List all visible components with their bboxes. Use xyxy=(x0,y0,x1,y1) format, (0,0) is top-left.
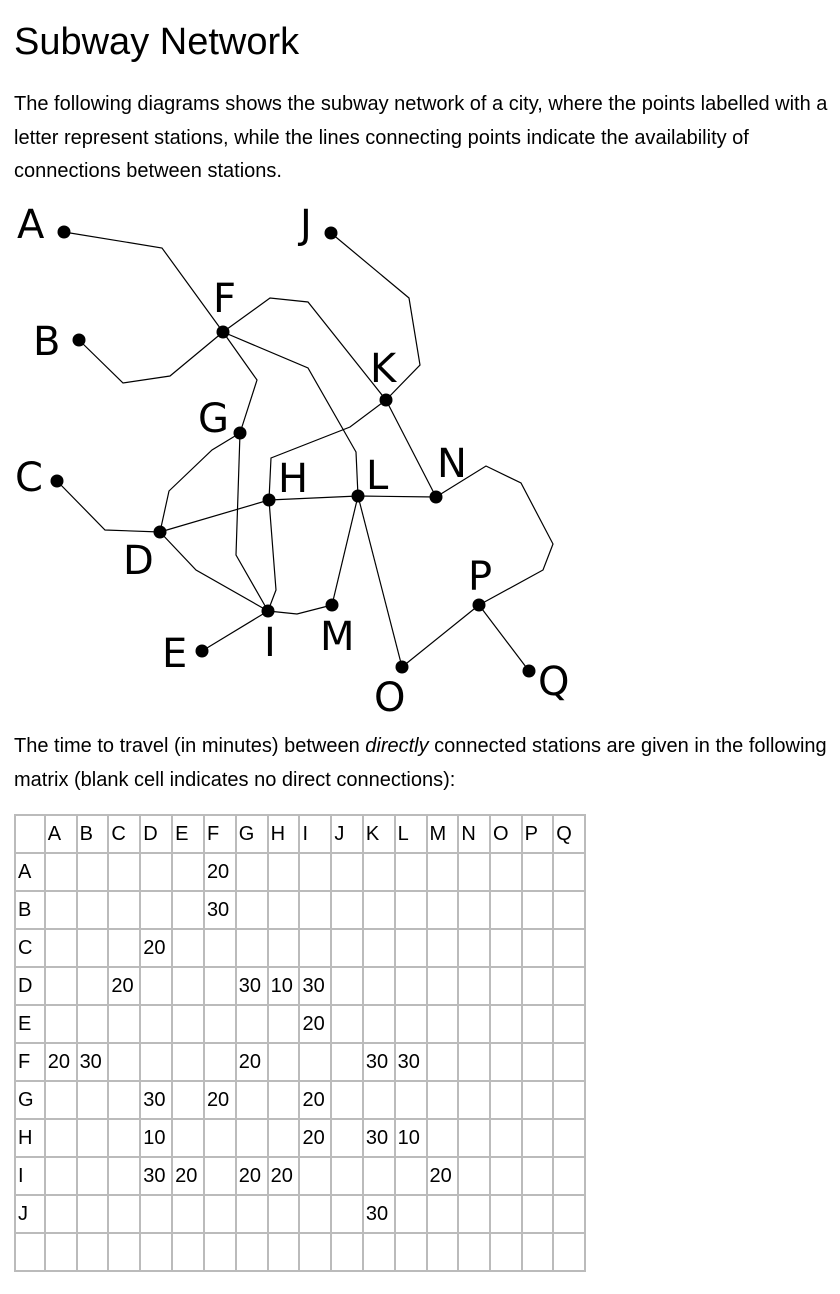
matrix-cell xyxy=(490,1157,522,1195)
matrix-cell xyxy=(268,1081,300,1119)
matrix-cell xyxy=(45,929,77,967)
matrix-intro-emphasis: directly xyxy=(365,735,429,757)
matrix-intro-paragraph xyxy=(14,730,836,797)
station-marker-l xyxy=(352,490,365,503)
matrix-cell xyxy=(331,891,363,929)
matrix-cell xyxy=(172,1195,204,1233)
matrix-cell xyxy=(458,891,490,929)
matrix-cell xyxy=(331,1157,363,1195)
matrix-column-header: I xyxy=(299,815,331,853)
connection-line xyxy=(402,605,479,667)
matrix-cell xyxy=(172,929,204,967)
matrix-column-header: O xyxy=(490,815,522,853)
matrix-row xyxy=(15,1043,585,1081)
matrix-row xyxy=(15,1233,585,1271)
travel-time-matrix xyxy=(14,814,586,1272)
matrix-cell: 20 xyxy=(299,1005,331,1043)
matrix-cell xyxy=(458,1195,490,1233)
station-marker-i xyxy=(262,605,275,618)
matrix-cell xyxy=(427,1043,459,1081)
station-marker-k xyxy=(380,394,393,407)
matrix-cell xyxy=(140,1233,172,1271)
matrix-cell xyxy=(140,853,172,891)
matrix-column-header: C xyxy=(108,815,140,853)
matrix-column-header: P xyxy=(522,815,554,853)
matrix-cell xyxy=(204,1157,236,1195)
matrix-cell xyxy=(172,1081,204,1119)
matrix-row-header: C xyxy=(15,929,45,967)
matrix-cell xyxy=(395,967,427,1005)
matrix-cell xyxy=(553,967,585,1005)
matrix-row xyxy=(15,1157,585,1195)
matrix-cell xyxy=(458,1157,490,1195)
station-label-c: C xyxy=(15,455,43,501)
matrix-cell xyxy=(363,1157,395,1195)
matrix-cell xyxy=(427,1119,459,1157)
connection-line xyxy=(160,433,240,532)
matrix-cell: 10 xyxy=(140,1119,172,1157)
matrix-cell xyxy=(236,1005,268,1043)
matrix-cell xyxy=(268,1233,300,1271)
matrix-cell xyxy=(45,1081,77,1119)
matrix-cell xyxy=(331,1005,363,1043)
matrix-cell xyxy=(427,967,459,1005)
matrix-row xyxy=(15,929,585,967)
station-marker-g xyxy=(234,427,247,440)
station-label-d: D xyxy=(123,538,154,584)
station-label-a: A xyxy=(17,202,45,248)
matrix-row xyxy=(15,967,585,1005)
matrix-cell xyxy=(522,1119,554,1157)
matrix-corner-cell xyxy=(15,815,45,853)
matrix-cell xyxy=(299,1233,331,1271)
matrix-cell xyxy=(172,853,204,891)
matrix-cell xyxy=(77,853,109,891)
station-marker-d xyxy=(154,526,167,539)
matrix-cell: 20 xyxy=(427,1157,459,1195)
matrix-cell xyxy=(490,1195,522,1233)
matrix-cell xyxy=(204,1195,236,1233)
matrix-cell xyxy=(268,853,300,891)
matrix-cell xyxy=(427,1081,459,1119)
matrix-cell xyxy=(553,929,585,967)
matrix-cell xyxy=(363,891,395,929)
matrix-cell xyxy=(140,1005,172,1043)
connection-line xyxy=(479,605,529,671)
station-marker-q xyxy=(523,665,536,678)
connection-line xyxy=(332,496,358,605)
matrix-cell xyxy=(299,929,331,967)
station-label-n: N xyxy=(437,441,467,487)
matrix-cell xyxy=(236,1081,268,1119)
matrix-cell xyxy=(77,1233,109,1271)
matrix-cell xyxy=(108,1119,140,1157)
matrix-cell xyxy=(204,1233,236,1271)
matrix-cell xyxy=(108,929,140,967)
matrix-cell xyxy=(108,1043,140,1081)
matrix-cell xyxy=(363,929,395,967)
matrix-cell xyxy=(522,1233,554,1271)
matrix-cell xyxy=(363,1233,395,1271)
matrix-column-header: Q xyxy=(553,815,585,853)
page-title: Subway Network xyxy=(14,21,300,63)
matrix-cell xyxy=(522,853,554,891)
matrix-cell xyxy=(427,853,459,891)
matrix-cell xyxy=(395,1233,427,1271)
matrix-body xyxy=(15,853,585,1271)
matrix-cell xyxy=(331,1043,363,1081)
matrix-cell: 20 xyxy=(172,1157,204,1195)
matrix-cell xyxy=(140,1195,172,1233)
matrix-cell xyxy=(395,929,427,967)
matrix-cell xyxy=(522,1043,554,1081)
matrix-row-header: H xyxy=(15,1119,45,1157)
matrix-cell xyxy=(458,967,490,1005)
matrix-cell: 30 xyxy=(140,1081,172,1119)
matrix-cell: 30 xyxy=(236,967,268,1005)
matrix-row-header: G xyxy=(15,1081,45,1119)
matrix-cell xyxy=(522,891,554,929)
station-marker-f xyxy=(217,326,230,339)
matrix-cell xyxy=(522,967,554,1005)
matrix-cell: 20 xyxy=(204,1081,236,1119)
matrix-cell xyxy=(331,1081,363,1119)
matrix-cell xyxy=(522,929,554,967)
matrix-cell xyxy=(522,1081,554,1119)
matrix-column-header: N xyxy=(458,815,490,853)
matrix-cell xyxy=(236,1119,268,1157)
matrix-cell xyxy=(172,891,204,929)
matrix-cell xyxy=(268,929,300,967)
matrix-cell xyxy=(427,891,459,929)
matrix-cell xyxy=(172,1233,204,1271)
matrix-cell xyxy=(268,1195,300,1233)
connection-line xyxy=(202,611,268,651)
matrix-cell xyxy=(553,1081,585,1119)
matrix-cell xyxy=(427,1195,459,1233)
matrix-cell xyxy=(236,1233,268,1271)
matrix-cell xyxy=(490,853,522,891)
matrix-cell xyxy=(204,967,236,1005)
matrix-cell xyxy=(490,1043,522,1081)
matrix-cell: 20 xyxy=(204,853,236,891)
matrix-cell xyxy=(268,891,300,929)
station-label-j: J xyxy=(300,202,312,248)
matrix-cell xyxy=(522,1195,554,1233)
station-label-q: Q xyxy=(538,659,570,705)
matrix-column-header: F xyxy=(204,815,236,853)
matrix-cell: 30 xyxy=(204,891,236,929)
matrix-cell xyxy=(331,929,363,967)
matrix-cell xyxy=(490,891,522,929)
matrix-cell xyxy=(490,1081,522,1119)
matrix-cell xyxy=(331,853,363,891)
station-marker-p xyxy=(473,599,486,612)
station-marker-o xyxy=(396,661,409,674)
matrix-row-header: E xyxy=(15,1005,45,1043)
matrix-column-header: K xyxy=(363,815,395,853)
matrix-cell xyxy=(427,1233,459,1271)
matrix-cell xyxy=(77,967,109,1005)
matrix-cell xyxy=(458,1005,490,1043)
matrix-cell: 10 xyxy=(395,1119,427,1157)
matrix-cell xyxy=(553,853,585,891)
matrix-cell: 20 xyxy=(299,1119,331,1157)
station-marker-e xyxy=(196,645,209,658)
matrix-cell: 20 xyxy=(299,1081,331,1119)
matrix-column-header: E xyxy=(172,815,204,853)
station-label-f: F xyxy=(213,276,237,322)
matrix-cell xyxy=(553,1005,585,1043)
matrix-cell xyxy=(204,1005,236,1043)
matrix-cell xyxy=(172,1005,204,1043)
connection-line xyxy=(64,232,223,332)
matrix-cell xyxy=(522,1005,554,1043)
station-marker-a xyxy=(58,226,71,239)
matrix-row xyxy=(15,1119,585,1157)
matrix-cell xyxy=(458,853,490,891)
matrix-cell: 10 xyxy=(268,967,300,1005)
matrix-cell: 30 xyxy=(363,1119,395,1157)
matrix-cell xyxy=(331,967,363,1005)
matrix-row xyxy=(15,891,585,929)
matrix-row-header: B xyxy=(15,891,45,929)
matrix-cell xyxy=(427,929,459,967)
matrix-cell xyxy=(299,1195,331,1233)
matrix-cell xyxy=(108,891,140,929)
station-marker-n xyxy=(430,491,443,504)
matrix-cell xyxy=(395,853,427,891)
matrix-cell: 30 xyxy=(395,1043,427,1081)
matrix-cell xyxy=(268,1043,300,1081)
matrix-column-header: G xyxy=(236,815,268,853)
matrix-cell xyxy=(77,891,109,929)
matrix-cell xyxy=(363,1005,395,1043)
matrix-cell xyxy=(395,891,427,929)
matrix-cell xyxy=(140,1043,172,1081)
matrix-cell xyxy=(490,929,522,967)
matrix-cell xyxy=(553,1195,585,1233)
matrix-cell xyxy=(395,1081,427,1119)
matrix-intro-text-end: connected stations are given in the following matrix (blank cell indicates no direct connections): xyxy=(14,735,827,791)
matrix-cell xyxy=(45,967,77,1005)
station-marker-m xyxy=(326,599,339,612)
station-label-p: P xyxy=(468,554,493,600)
connection-line xyxy=(268,500,276,611)
matrix-column-header: A xyxy=(45,815,77,853)
matrix-column-header: H xyxy=(268,815,300,853)
matrix-cell xyxy=(458,1119,490,1157)
matrix-cell: 20 xyxy=(236,1157,268,1195)
matrix-cell: 20 xyxy=(236,1043,268,1081)
connection-line xyxy=(79,332,223,383)
matrix-cell xyxy=(204,1119,236,1157)
matrix-cell xyxy=(363,1081,395,1119)
matrix-cell xyxy=(268,1119,300,1157)
matrix-cell xyxy=(204,1043,236,1081)
matrix-cell xyxy=(108,1233,140,1271)
matrix-cell xyxy=(77,929,109,967)
station-label-i: I xyxy=(264,620,276,666)
matrix-cell: 30 xyxy=(363,1043,395,1081)
station-label-g: G xyxy=(198,396,229,442)
matrix-header-row xyxy=(15,815,585,853)
station-label-o: O xyxy=(374,675,406,721)
matrix-column-header: J xyxy=(331,815,363,853)
connection-line xyxy=(386,400,436,497)
matrix-row-header xyxy=(15,1233,45,1271)
matrix-cell xyxy=(395,1005,427,1043)
connection-line xyxy=(268,605,332,614)
matrix-row-header: A xyxy=(15,853,45,891)
matrix-row-header: I xyxy=(15,1157,45,1195)
matrix-cell: 20 xyxy=(108,967,140,1005)
matrix-column-header: L xyxy=(395,815,427,853)
matrix-cell xyxy=(45,1233,77,1271)
station-marker-b xyxy=(73,334,86,347)
matrix-cell xyxy=(108,1195,140,1233)
station-label-e: E xyxy=(162,631,188,677)
matrix-cell xyxy=(299,1157,331,1195)
matrix-cell xyxy=(172,967,204,1005)
matrix-cell xyxy=(140,891,172,929)
matrix-cell xyxy=(299,1043,331,1081)
matrix-cell xyxy=(331,1233,363,1271)
station-marker-h xyxy=(263,494,276,507)
station-label-h: H xyxy=(278,456,309,502)
connection-line xyxy=(223,298,386,400)
matrix-cell xyxy=(458,1043,490,1081)
matrix-row xyxy=(15,1195,585,1233)
matrix-cell xyxy=(490,1233,522,1271)
station-labels xyxy=(15,202,569,721)
matrix-cell xyxy=(108,853,140,891)
matrix-cell: 20 xyxy=(45,1043,77,1081)
matrix-cell xyxy=(77,1119,109,1157)
station-marker-j xyxy=(325,227,338,240)
matrix-cell xyxy=(458,929,490,967)
matrix-cell xyxy=(299,853,331,891)
station-marker-c xyxy=(51,475,64,488)
station-label-k: K xyxy=(370,346,397,392)
matrix-cell xyxy=(236,853,268,891)
connection-line xyxy=(160,532,268,611)
matrix-cell: 30 xyxy=(140,1157,172,1195)
matrix-cell: 30 xyxy=(299,967,331,1005)
matrix-column-header: D xyxy=(140,815,172,853)
matrix-cell xyxy=(236,929,268,967)
matrix-cell xyxy=(236,1195,268,1233)
connection-line xyxy=(160,500,269,532)
matrix-cell xyxy=(458,1081,490,1119)
matrix-cell xyxy=(553,1233,585,1271)
matrix-cell xyxy=(490,1119,522,1157)
matrix-cell xyxy=(204,929,236,967)
matrix-cell xyxy=(77,1081,109,1119)
matrix-cell xyxy=(45,853,77,891)
connection-line xyxy=(57,481,160,532)
matrix-cell xyxy=(45,1119,77,1157)
matrix-cell xyxy=(490,1005,522,1043)
matrix-cell xyxy=(108,1005,140,1043)
matrix-cell xyxy=(77,1157,109,1195)
matrix-cell xyxy=(395,1157,427,1195)
connection-line xyxy=(358,496,402,667)
matrix-cell xyxy=(236,891,268,929)
matrix-column-header: M xyxy=(427,815,459,853)
matrix-cell xyxy=(331,1195,363,1233)
travel-time-matrix-container xyxy=(14,814,586,1284)
matrix-cell: 30 xyxy=(77,1043,109,1081)
matrix-cell xyxy=(553,1119,585,1157)
matrix-cell xyxy=(395,1195,427,1233)
matrix-cell xyxy=(553,1043,585,1081)
matrix-intro-text: The time to travel (in minutes) between xyxy=(14,735,366,757)
matrix-cell: 30 xyxy=(363,1195,395,1233)
matrix-cell xyxy=(490,967,522,1005)
connection-line xyxy=(236,433,268,611)
matrix-cell xyxy=(331,1119,363,1157)
matrix-row-header: J xyxy=(15,1195,45,1233)
matrix-row xyxy=(15,1081,585,1119)
matrix-row-header: D xyxy=(15,967,45,1005)
matrix-row-header: F xyxy=(15,1043,45,1081)
matrix-cell xyxy=(553,891,585,929)
matrix-cell xyxy=(140,967,172,1005)
subway-network-diagram xyxy=(0,190,840,730)
matrix-cell xyxy=(363,853,395,891)
matrix-cell xyxy=(45,1005,77,1043)
station-label-l: L xyxy=(366,453,389,499)
matrix-cell: 20 xyxy=(268,1157,300,1195)
intro-paragraph: The following diagrams shows the subway network of a city, where the points labelled with a letter represent stations, while the lines connecting points indicate the availability of connections between stations. xyxy=(14,93,828,182)
matrix-cell xyxy=(522,1157,554,1195)
matrix-cell xyxy=(45,891,77,929)
matrix-row xyxy=(15,1005,585,1043)
matrix-column-header: B xyxy=(77,815,109,853)
station-label-b: B xyxy=(33,319,61,365)
matrix-cell xyxy=(108,1157,140,1195)
matrix-cell xyxy=(458,1233,490,1271)
matrix-cell xyxy=(108,1081,140,1119)
matrix-cell xyxy=(268,1005,300,1043)
matrix-cell xyxy=(172,1119,204,1157)
matrix-cell xyxy=(77,1195,109,1233)
matrix-cell xyxy=(172,1043,204,1081)
matrix-cell xyxy=(553,1157,585,1195)
matrix-cell xyxy=(45,1195,77,1233)
station-label-m: M xyxy=(320,614,355,660)
matrix-cell: 20 xyxy=(140,929,172,967)
matrix-cell xyxy=(45,1157,77,1195)
matrix-cell xyxy=(363,967,395,1005)
matrix-cell xyxy=(427,1005,459,1043)
matrix-row xyxy=(15,853,585,891)
matrix-cell xyxy=(77,1005,109,1043)
matrix-cell xyxy=(299,891,331,929)
